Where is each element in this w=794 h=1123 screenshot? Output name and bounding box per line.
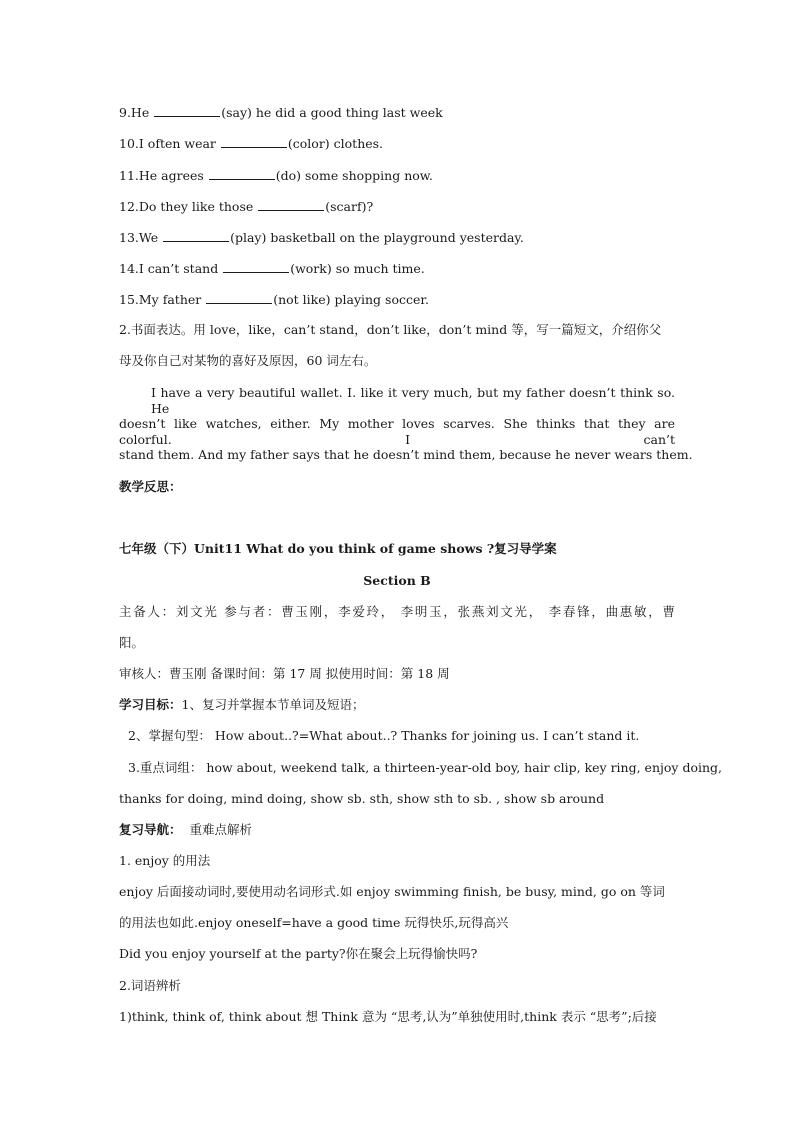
exercise-text: 9.He [119, 105, 154, 120]
exercise-text: 13.We [119, 230, 163, 245]
reflection-label: 教学反思： [119, 479, 182, 494]
exercise-text: 12.Do they like those [119, 199, 258, 214]
nav-text: 重难点解析 [189, 822, 252, 837]
exercise-text: (do) some shopping now. [275, 168, 433, 183]
exercise-text: 11.He agrees [119, 168, 208, 183]
answer-blank[interactable] [258, 198, 324, 211]
answer-blank[interactable] [223, 260, 289, 273]
exercise-text: (work) so much time. [290, 261, 425, 276]
answer-blank[interactable] [154, 104, 220, 117]
goal-3-line1: 3.重点词组： how about, weekend talk, a thirteen-year-old boy, hair clip, key ring, enjoy doing, [128, 760, 722, 775]
point-2-title: 2.词语辨析 [119, 978, 181, 993]
essay-line2: doesn’t like watches, either. My mother loves scarves. She thinks that they are colorful. I can’t [119, 416, 675, 447]
point-1-line2: 的用法也如此.enjoy oneself=have a good time 玩得快乐,玩得高兴 [119, 915, 509, 930]
answer-blank[interactable] [206, 291, 272, 304]
answer-blank[interactable] [221, 135, 287, 148]
writing-task-line2: 母及你自己对某物的喜好及原因，60 词左右。 [119, 353, 377, 368]
essay-line3: stand them. And my father says that he doesn’t mind them, because he never wears them. [119, 447, 693, 462]
goals-line1 [119, 697, 364, 713]
answer-blank[interactable] [209, 167, 275, 180]
goals-label: 学习目标： [119, 697, 182, 712]
section-heading: Section B [363, 573, 431, 588]
page-title: 七年级（下）Unit11 What do you think of game shows ?复习导学案 [119, 541, 557, 556]
exercise-text: 14.I can’t stand [119, 261, 223, 276]
point-1-title: 1. enjoy 的用法 [119, 853, 211, 868]
exercise-12 [119, 198, 373, 215]
preparers-line2: 阳。 [119, 635, 145, 650]
goal-3-line2: thanks for doing, mind doing, show sb. sth, show sth to sb. , show sb around [119, 791, 605, 806]
preparers-line1: 主备人：刘文光 参与者：曹玉刚，李爱玲， 李明玉，张燕刘文光， 李春锋，曲惠敏，曹 [119, 604, 675, 619]
exercise-11 [119, 167, 433, 184]
exercise-10 [119, 135, 383, 152]
exercise-text: (say) he did a good thing last week [221, 105, 443, 120]
point-1-line1: enjoy 后面接动词时,要使用动名词形式.如 enjoy swimming finish, be busy, mind, go on 等词 [119, 884, 665, 899]
goal-2: 2、掌握句型： How about..?=What about..? Thanks for joining us. I can’t stand it. [128, 728, 640, 743]
review-line: 审核人：曹玉刚 备课时间：第 17 周 拟使用时间：第 18 周 [119, 666, 450, 681]
essay-line1: I have a very beautiful wallet. I. like it very much, but my father doesn’t think so. He [151, 385, 675, 416]
exercise-text: 10.I often wear [119, 136, 220, 151]
point-1-example: Did you enjoy yourself at the party?你在聚会上玩得愉快吗? [119, 946, 478, 961]
answer-blank[interactable] [163, 229, 229, 242]
exercise-text: (not like) playing soccer. [273, 292, 429, 307]
exercise-15 [119, 291, 429, 308]
writing-task-line1: 2.书面表达。用 love，like，can’t stand，don’t like，don’t mind 等，写一篇短文，介绍你父 [119, 322, 662, 337]
nav-line [119, 822, 252, 838]
exercise-9 [119, 104, 443, 121]
exercise-text: (scarf)? [325, 199, 374, 214]
exercise-13 [119, 229, 524, 246]
exercise-14 [119, 260, 425, 277]
exercise-text: (play) basketball on the playground yesterday. [230, 230, 524, 245]
goal-1: 1、复习并掌握本节单词及短语； [181, 697, 365, 712]
nav-label: 复习导航： [119, 822, 182, 837]
point-2-line1: 1)think, think of, think about 想 Think 意为 “思考,认为”单独使用时,think 表示 “思考”;后接 [119, 1009, 657, 1024]
exercise-text: 15.My father [119, 292, 206, 307]
exercise-text: (color) clothes. [287, 136, 384, 151]
